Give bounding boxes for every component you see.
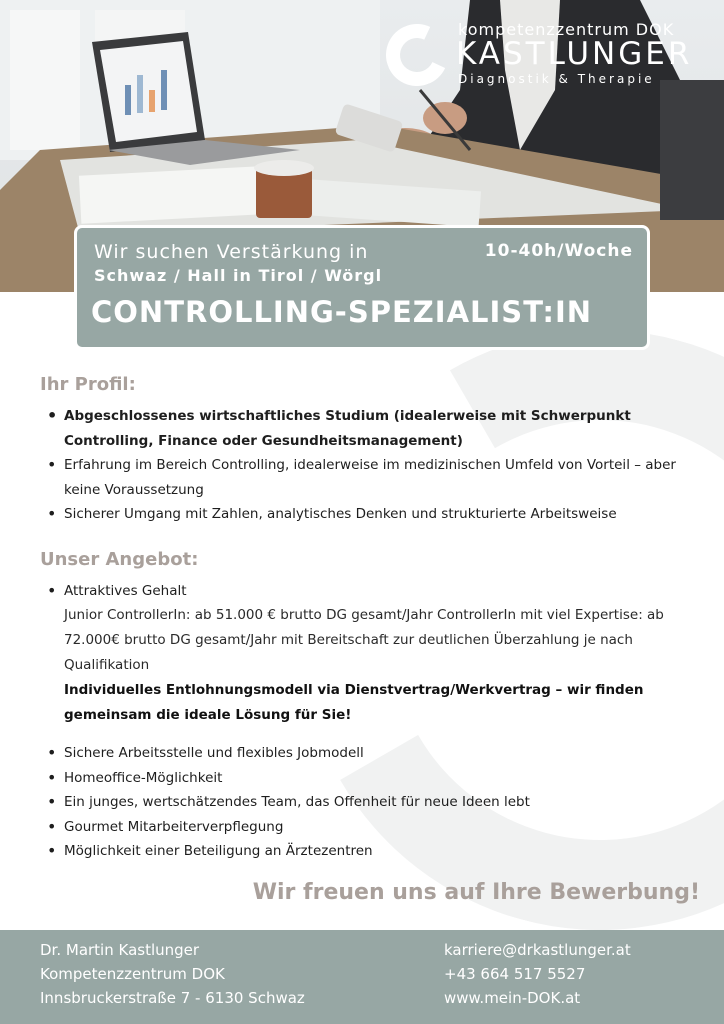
job-title: CONTROLLING-SPEZIALIST:IN xyxy=(91,295,593,329)
list-item: • Ein junges, wertschätzendes Team, das Offenheit für neue Ideen lebt xyxy=(44,790,704,815)
contact-org: Kompetenzzentrum DOK xyxy=(40,965,225,983)
logo-text-main: KASTLUNGER xyxy=(456,36,693,72)
contact-name: Dr. Martin Kastlunger xyxy=(40,941,200,959)
list-item: • Erfahrung im Bereich Controlling, idealerweise im medizinischen Umfeld von Vorteil – aber keine Voraussetzung xyxy=(44,453,704,502)
closing-text: Wir freuen uns auf Ihre Bewerbung! xyxy=(252,880,700,905)
salary-details xyxy=(44,603,684,728)
salary-highlight: Individuelles Entlohnungsmodell via Dienstvertrag/Werkvertrag – wir finden gemeinsam die ideale Lösung für Sie! xyxy=(64,682,644,723)
logo-text-sub: Diagnostik & Therapie xyxy=(458,72,655,86)
footer xyxy=(0,930,724,1024)
company-logo xyxy=(386,18,706,90)
profile-heading: Ihr Profil: xyxy=(40,374,136,395)
logo-text-top: kompetenzzentrum DOK xyxy=(458,20,675,39)
list-item: • Gourmet Mitarbeiterverpflegung xyxy=(44,815,704,840)
contact-phone-link[interactable]: +43 664 517 5527 xyxy=(444,965,586,983)
list-item: • Homeoffice-Möglichkeit xyxy=(44,766,704,791)
list-item: • Abgeschlossenes wirtschaftliches Studium (idealerweise mit Schwerpunkt Controlling, Finance oder Gesundheitsmanagement) xyxy=(44,404,704,453)
footer-address-block xyxy=(40,938,305,1010)
offer-heading: Unser Angebot: xyxy=(40,549,199,570)
logo-ring-icon xyxy=(377,15,456,94)
footer-contact-block xyxy=(444,938,631,1010)
contact-address: Innsbruckerstraße 7 - 6130 Schwaz xyxy=(40,989,305,1007)
offer-salary-block xyxy=(44,579,704,604)
job-banner xyxy=(74,225,650,350)
list-item-salary: • Attraktives Gehalt xyxy=(44,579,704,604)
salary-text: Junior ControllerIn: ab 51.000 € brutto DG gesamt/Jahr ControllerIn mit viel Expertise: ab 72.000€ brutto DG gesamt/Jahr mit Bereitschaft zur deutlichen Überzahlung je nach Qualifikation xyxy=(64,607,664,673)
banner-intro: Wir suchen Verstärkung in xyxy=(94,241,369,263)
contact-email-link[interactable]: karriere@drkastlunger.at xyxy=(444,941,631,959)
profile-list xyxy=(44,404,704,527)
banner-hours: 10-40h/Woche xyxy=(484,241,633,261)
contact-website-link[interactable]: www.mein-DOK.at xyxy=(444,989,581,1007)
banner-locations: Schwaz / Hall in Tirol / Wörgl xyxy=(94,266,383,285)
list-item: • Sichere Arbeitsstelle und flexibles Jobmodell xyxy=(44,741,704,766)
list-item: • Sicherer Umgang mit Zahlen, analytisches Denken und strukturierte Arbeitsweise xyxy=(44,502,704,527)
list-item: • Möglichkeit einer Beteiligung an Ärztezentren xyxy=(44,839,704,864)
offer-list xyxy=(44,741,704,864)
